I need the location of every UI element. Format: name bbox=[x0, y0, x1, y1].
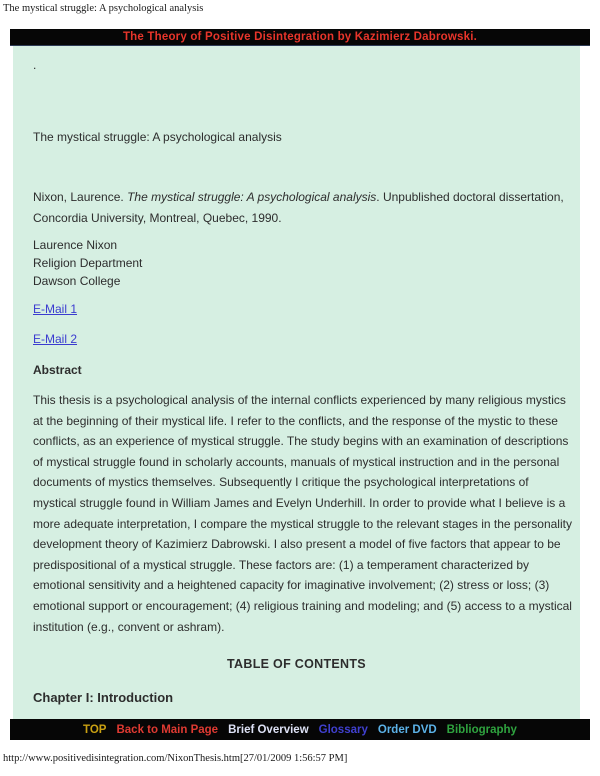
nav-link-brief-overview[interactable]: Brief Overview bbox=[228, 723, 309, 736]
author-department: Religion Department bbox=[33, 256, 143, 270]
nav-link-glossary[interactable]: Glossary bbox=[318, 723, 368, 736]
printed-url-timestamp: http://www.positivedisintegration.com/NixonThesis.htm[27/01/2009 1:56:57 PM] bbox=[3, 753, 348, 764]
header-title: The Theory of Positive Disintegration by Kazimierz Dabrowski. bbox=[122, 31, 478, 43]
nav-link-bibliography[interactable]: Bibliography bbox=[446, 723, 517, 736]
chapter-1-heading: Chapter I: Introduction bbox=[33, 690, 174, 705]
author-name: Laurence Nixon bbox=[33, 238, 118, 252]
citation-italic-title: The mystical struggle: A psychological analysis bbox=[127, 190, 377, 204]
email-2-link[interactable]: E-Mail 2 bbox=[33, 332, 78, 346]
author-college: Dawson College bbox=[33, 274, 121, 288]
citation-prefix: Nixon, Laurence. bbox=[33, 190, 128, 204]
citation-suffix: . Unpublished doctoral dissertation, Concordia University, Montreal, Quebec, 1990. bbox=[33, 190, 564, 225]
abstract-heading: Abstract bbox=[33, 363, 82, 377]
citation bbox=[33, 187, 574, 229]
abstract-paragraph: This thesis is a psychological analysis of the internal conflicts experienced by many religious mystics at the beginning of their mystical life. I refer to the conflicts, and the response of the mystic to these conflicts, as an experience of mystical struggle. The study begins with an examination of descriptions of mystical struggle found in scholarly accounts, manuals of mystical instruction and in the personal documents of mystics themselves. Subsequently I critique the psychological interpretations of mystical struggle found in William James and Evelyn Underhill. In order to provide what I believe is a more adequate interpretation, I compare the mystical struggle to the relevant stages in the personality development theory of Kazimierz Dabrowski. I also present a model of five factors that appear to be predispositional of a mystical struggle. These factors are: (1) a temperament characterized by emotional sensitivity and a heightened capacity for imaginative involvement; (2) stress or loss; (3) emotional support or encouragement; (4) religious training and modeling; and (5) access to a mystical institution (e.g., convent or ashram). bbox=[33, 393, 572, 634]
email-1-link[interactable]: E-Mail 1 bbox=[33, 302, 78, 316]
content-area bbox=[13, 46, 580, 719]
author-block bbox=[33, 236, 142, 290]
leading-dot: . bbox=[33, 58, 37, 72]
nav-link-back-to-main-page[interactable]: Back to Main Page bbox=[116, 723, 219, 736]
nav-link-order-dvd[interactable]: Order DVD bbox=[377, 723, 437, 736]
page-title: The mystical struggle: A psychological analysis bbox=[33, 130, 282, 144]
table-of-contents-heading: TABLE OF CONTENTS bbox=[227, 657, 366, 671]
footer-nav-bar bbox=[10, 719, 590, 740]
window-title: The mystical struggle: A psychological analysis bbox=[3, 3, 204, 14]
nav-link-top[interactable]: TOP bbox=[83, 723, 107, 736]
header-bar bbox=[10, 29, 590, 46]
